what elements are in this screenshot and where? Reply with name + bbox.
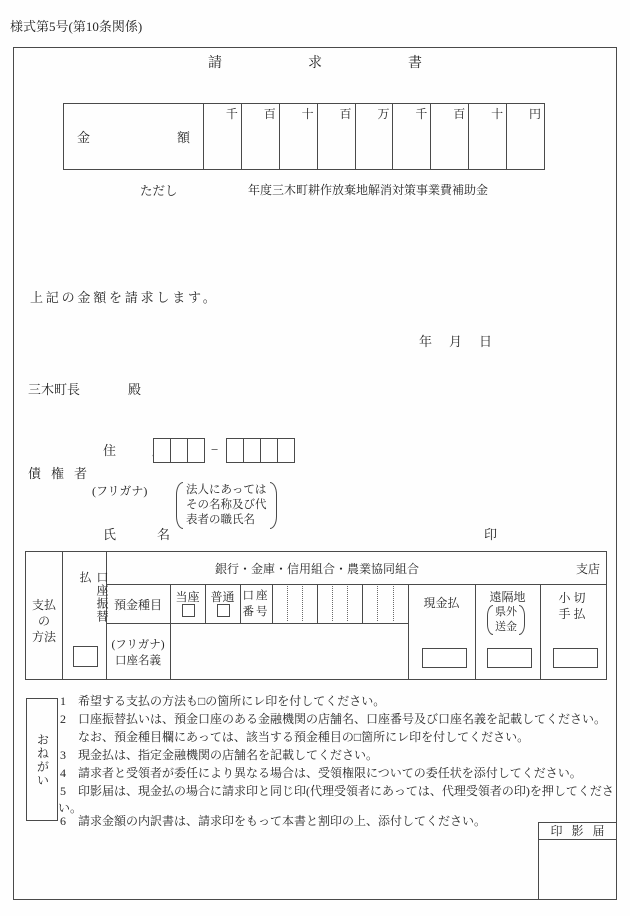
note-number: 2 [60, 712, 66, 726]
cash-checkbox-box [422, 648, 467, 668]
table-line [272, 584, 273, 623]
amount-unit-cell: 十 [279, 104, 317, 169]
corporate-note-line: 表者の職氏名 [186, 514, 255, 526]
touza-checkbox-box [182, 604, 195, 617]
postal-digit-box [260, 438, 278, 463]
note-line [58, 782, 614, 799]
furigana-label: (フリガナ) [92, 484, 148, 498]
proviso-tadashi: ただし [140, 184, 178, 198]
deposit-type-label: 預金種目 [113, 598, 162, 612]
table-line [317, 584, 318, 623]
postal-digit-box [226, 438, 244, 463]
amount-unit-cell: 百 [430, 104, 468, 169]
account-number-label-line: 口座 [242, 590, 270, 602]
amount-table [63, 103, 545, 170]
futsuu-checkbox-box [217, 604, 230, 617]
date-day-label: 日 [479, 334, 493, 349]
cash-payment-label: 現金払 [423, 596, 460, 610]
note-line [58, 764, 582, 781]
addressee-honorific: 殿 [128, 382, 142, 397]
note-text: 現金払は、指定金融機関の店舗名を記載してください。 [78, 748, 379, 762]
table-line [362, 584, 363, 623]
remote-paren-line: 送金 [495, 621, 517, 633]
form-number: 様式第5号(第10条関係) [10, 19, 143, 34]
postal-digit-box [170, 438, 188, 463]
claim-statement: 上記の金額を請求します。 [30, 290, 219, 305]
table-line [106, 623, 408, 624]
remote-paren-line: 県外 [495, 606, 517, 618]
account-number-label-line: 番号 [242, 606, 270, 618]
dotted-separator [332, 586, 333, 621]
left-paren-shape [176, 482, 183, 529]
payment-method-line: 支払 [31, 598, 56, 612]
note-text: 印影届は、現金払の場合に請求印と同じ印(代理受領者にあっては、代理受領者の印)を押してくださ [78, 784, 614, 798]
transfer-checkbox-box [73, 646, 98, 667]
page-title [0, 52, 630, 72]
touza-label: 当座 [175, 590, 200, 604]
note-text: 請求者と受領者が委任により異なる場合は、受領権限についての委任状を添付してください。 [78, 766, 582, 780]
check-payment-label-line: 手払 [558, 607, 589, 621]
note-line [58, 746, 378, 763]
amount-unit-cell: 十 [468, 104, 506, 169]
note-line [58, 692, 385, 709]
right-paren-shape [270, 482, 277, 529]
check-checkbox-box [553, 648, 598, 668]
futsuu-label: 普通 [210, 590, 235, 604]
amount-unit-cell: 円 [506, 104, 544, 169]
corporate-note-text [183, 482, 270, 529]
dotted-separator [347, 586, 348, 621]
note-text: なお、預金種目欄にあっては、該当する預金種目の□箇所にレ印を付してください。 [78, 730, 530, 744]
corporate-note-line: 法人にあっては [186, 484, 267, 496]
transfer-payment-label: 口座振替払 [78, 571, 109, 623]
seal-label: 印 [484, 527, 498, 542]
remote-checkbox-box [487, 648, 532, 668]
note-text: 請求金額の内訳書は、請求印をもって本書と割印の上、添付してください。 [78, 814, 487, 828]
note-text: い。 [58, 801, 83, 815]
note-text: 希望する支払の方法も□の箇所にレ印を付してください。 [78, 694, 386, 708]
note-number: 6 [60, 814, 66, 828]
check-payment-label [540, 590, 607, 622]
bank-header-label: 銀行・金庫・信用組合・農業協同組合 [214, 562, 419, 576]
amount-label-gaku: 額 [176, 130, 190, 145]
amount-unit-cell: 百 [317, 104, 355, 169]
table-line [106, 584, 606, 585]
account-holder-label-line: (フリガナ) [111, 639, 165, 651]
seal-impression-title: 印影届 [539, 823, 616, 840]
seal-impression-box [538, 822, 617, 900]
addressee-title: 三木町長 [28, 382, 81, 397]
branch-label: 支店 [576, 562, 601, 576]
name-label-2: 名 [157, 527, 171, 542]
account-holder-label [106, 637, 170, 669]
note-text: 口座振替払いは、預金口座のある金融機関の店舗名、口座番号及び口座名義を記載してください。 [78, 712, 607, 726]
date-month-label: 月 [449, 334, 463, 349]
dotted-separator [287, 586, 288, 621]
postal-code-boxes-right [227, 438, 295, 463]
corporate-note [176, 482, 277, 529]
account-holder-label-line: 口座名義 [115, 655, 161, 667]
payment-method-line: 方法 [31, 630, 56, 644]
note-number: 5 [60, 784, 66, 798]
postal-digit-box [277, 438, 295, 463]
date-year-label: 年 [419, 334, 433, 349]
creditor-label: 債権者 [28, 466, 98, 481]
address-label-1: 住 [103, 443, 117, 458]
page-title-text: 請求書 [208, 56, 508, 71]
name-label-1: 氏 [103, 527, 117, 542]
note-number: 4 [60, 766, 66, 780]
request-label: おねがい [35, 732, 49, 787]
account-number-label [240, 588, 272, 620]
amount-unit-cell: 千 [203, 104, 241, 169]
remote-paren-text [493, 605, 519, 635]
postal-digit-box [187, 438, 205, 463]
postal-dash: − [211, 442, 219, 457]
postal-code-boxes-left [154, 438, 205, 463]
dotted-separator [302, 586, 303, 621]
dotted-separator [377, 586, 378, 621]
payment-method-header [26, 597, 62, 645]
note-line [58, 728, 529, 745]
note-line [58, 812, 486, 829]
amount-unit-cell: 百 [241, 104, 279, 169]
note-line [58, 710, 606, 727]
amount-unit-cell: 万 [355, 104, 393, 169]
remote-payment-label: 遠隔地 [489, 590, 526, 604]
remote-paren-note [487, 605, 525, 635]
dotted-separator [393, 586, 394, 621]
request-label-box [26, 698, 58, 821]
proviso-subsidy-name: 年度三木町耕作放棄地解消対策事業費補助金 [248, 183, 489, 197]
check-payment-label-line: 小切 [558, 591, 589, 605]
payment-method-table [25, 551, 607, 680]
table-line [62, 552, 63, 679]
payment-method-line: の [37, 614, 50, 628]
amount-label-kin: 金 [77, 130, 91, 145]
note-number: 1 [60, 694, 66, 708]
corporate-note-line: その名称及び代 [186, 499, 267, 511]
amount-unit-cell: 千 [392, 104, 430, 169]
amount-label-cell [64, 104, 203, 169]
right-paren-shape [519, 605, 525, 635]
note-number: 3 [60, 748, 66, 762]
postal-digit-box [243, 438, 261, 463]
date-line [419, 331, 492, 350]
postal-digit-box [153, 438, 171, 463]
